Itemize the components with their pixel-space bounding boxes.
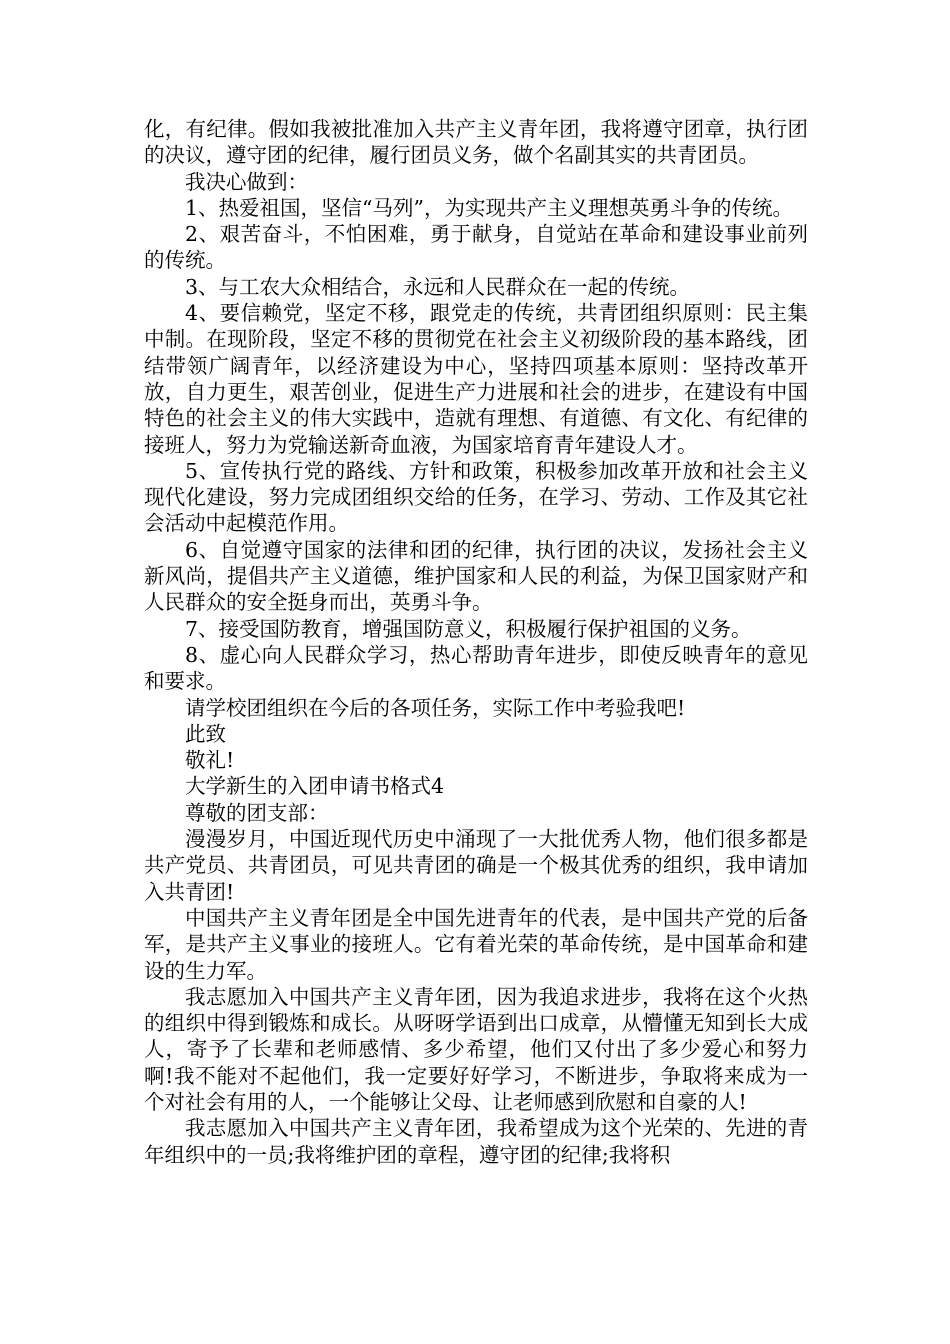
paragraph-item-7: 7、接受国防教育，增强国防意义，积极履行保护祖国的义务。 (185, 616, 752, 641)
paragraph-request: 请学校团组织在今后的各项任务，实际工作中考验我吧! (185, 695, 686, 720)
paragraph-body-1: 漫漫岁月，中国近现代历史中涌现了一大批优秀人物，他们很多都是共产党员、共青团员，可见共青团的确是一个极其优秀的组织，我申请加入共青团! (144, 827, 808, 904)
paragraph-body-4: 我志愿加入中国共产主义青年团，我希望成为这个光荣的、先进的青年组织中的一员;我将维护团的章程，遵守团的纪律;我将积 (144, 1116, 808, 1167)
salutation: 尊敬的团支部： (185, 800, 329, 825)
document-page (144, 116, 808, 1168)
paragraph-item-5: 5、宣传执行党的路线、方针和政策，积极参加改革开放和社会主义现代化建设，努力完成团组织交给的任务，在学习、劳动、工作及其它社会活动中起模范作用。 (144, 458, 808, 536)
paragraph-item-4: 4、要信赖党，坚定不移，跟党走的传统，共青团组织原则：民主集中制。在现阶段，坚定不移的贯彻党在社会主义初级阶段的基本路线，团结带领广阔青年，以经济建设为中心，坚持四项基本原则：坚持改革开放，自力更生，艰苦创业，促进生产力进展和社会的进步，在建设有中国特色的社会主义的伟大实践中，造就有理想、有道德、有文化、有纪律的接班人，努力为党输送新奇血液，为国家培育青年建设人才。 (144, 301, 808, 457)
section-heading: 大学新生的入团申请书格式4 (185, 774, 445, 799)
paragraph-resolve-intro: 我决心做到： (185, 169, 308, 194)
paragraph-item-3: 3、与工农大众相结合，永远和人民群众在一起的传统。 (185, 274, 691, 299)
paragraph-continuation: 化，有纪律。假如我被批准加入共产主义青年团，我将遵守团章，执行团的决议，遵守团的纪律，履行团员义务，做个名副其实的共青团员。 (144, 117, 808, 168)
closing-cizhi: 此致 (185, 721, 226, 746)
paragraph-item-2: 2、艰苦奋斗，不怕困难，勇于献身，自觉站在革命和建设事业前列的传统。 (144, 222, 808, 273)
paragraph-item-8: 8、虚心向人民群众学习，热心帮助青年进步，即使反映青年的意见和要求。 (144, 642, 808, 694)
paragraph-item-6: 6、自觉遵守国家的法律和团的纪律，执行团的决议，发扬社会主义新风尚，提倡共产主义道德，维护国家和人民的利益，为保卫国家财产和人民群众的安全挺身而出，英勇斗争。 (144, 537, 808, 615)
closing-jingli: 敬礼! (185, 748, 235, 773)
paragraph-body-2: 中国共产主义青年团是全中国先进青年的代表，是中国共产党的后备军，是共产主义事业的接班人。它有着光荣的革命传统，是中国革命和建设的生力军。 (144, 905, 808, 983)
paragraph-item-1: 1、热爱祖国，坚信“马列”，为实现共产主义理想英勇斗争的传统。 (185, 195, 794, 220)
paragraph-body-3: 我志愿加入中国共产主义青年团，因为我追求进步，我将在这个火热的组织中得到锻炼和成长。从呀呀学语到出口成章，从懵懂无知到长大成人，寄予了长辈和老师感情、多少希望，他们又付出了多少爱心和努力啊!我不能对不起他们，我一定要好好学习，不断进步，争取将来成为一个对社会有用的人，一个能够让父母、让老师感到欣慰和自豪的人! (144, 984, 808, 1114)
